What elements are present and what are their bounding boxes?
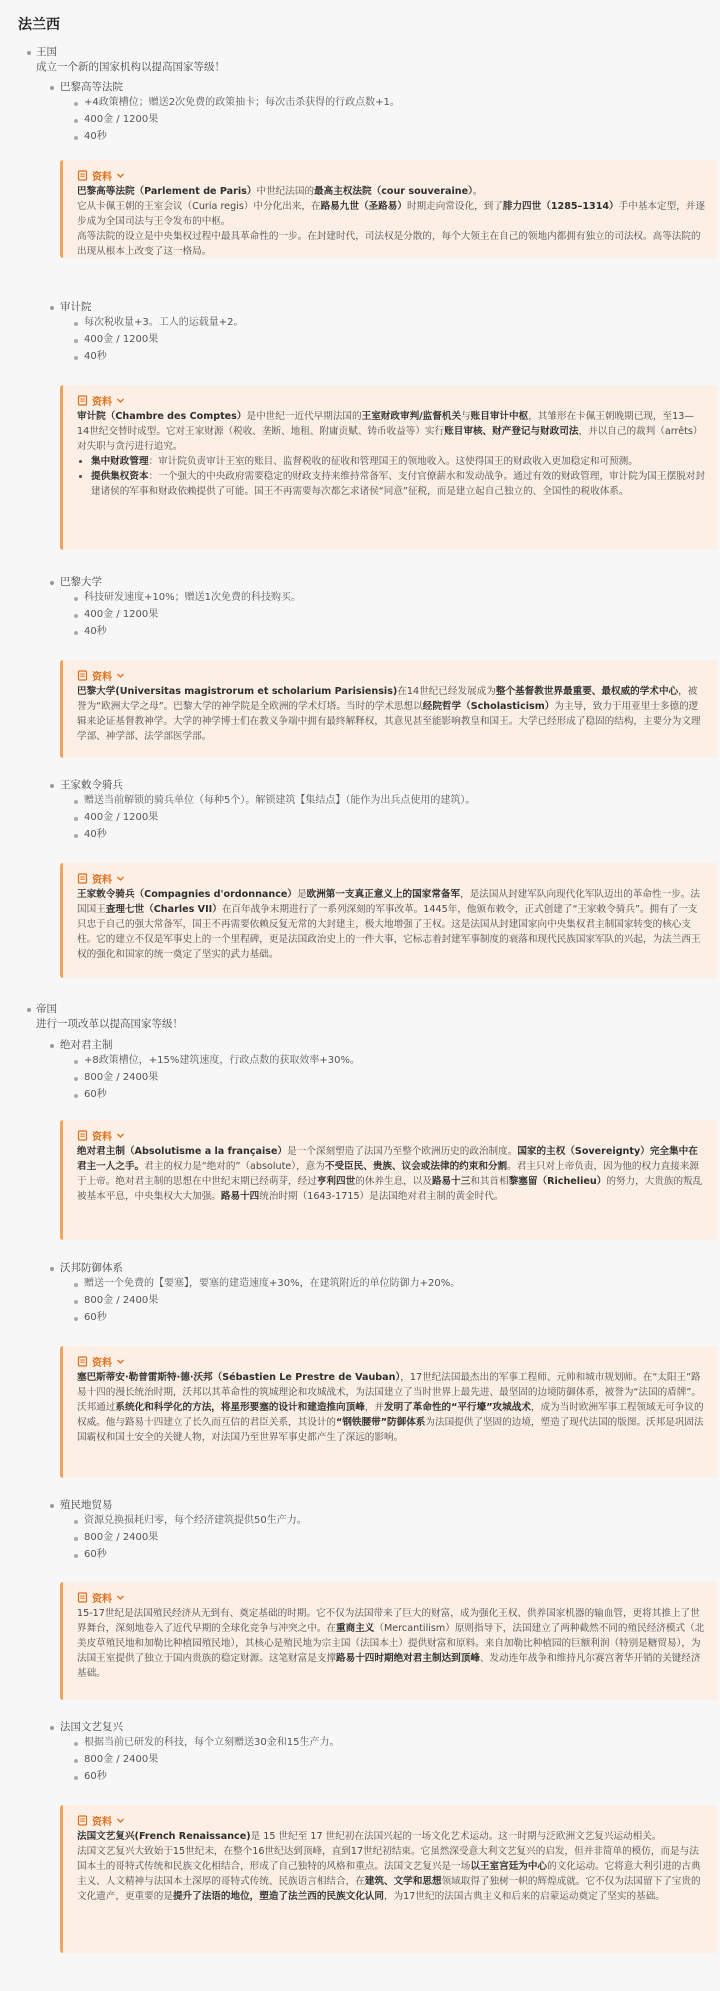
document-icon (77, 1815, 88, 1826)
callout-header[interactable] (77, 668, 706, 682)
reform-detail: +8政策槽位，+15%建筑速度，行政点数的获取效率+30%。 (84, 1055, 360, 1066)
page-title: 法兰西 (18, 17, 60, 33)
detail-bullet (74, 322, 78, 326)
reform-item-title: 巴黎高等法院 (60, 81, 123, 93)
reform-detail: 40秒 (84, 829, 107, 840)
reform-detail: 400金 / 1200果 (84, 114, 159, 125)
detail-bullet (74, 1759, 78, 1763)
item-bullet (50, 1726, 54, 1730)
callout-header[interactable] (77, 1128, 706, 1142)
reform-detail: 根据当前已研发的科技，每个立刻赠送30金和15生产力。 (84, 1737, 340, 1748)
detail-bullet (74, 1520, 78, 1524)
reform-item-title: 殖民地贸易 (60, 1499, 113, 1511)
callout-label: 资料 (92, 1131, 112, 1143)
detail-bullet (74, 614, 78, 618)
callout-label: 资料 (92, 1816, 112, 1828)
info-callout (60, 660, 718, 758)
detail-bullet (74, 1776, 78, 1780)
item-bullet (50, 784, 54, 788)
detail-bullet (74, 1060, 78, 1064)
info-callout (60, 1346, 718, 1478)
reform-detail: 40秒 (84, 131, 107, 142)
detail-bullet (74, 1094, 78, 1098)
callout-header[interactable] (77, 1813, 706, 1827)
detail-bullet (74, 800, 78, 804)
detail-bullet (74, 356, 78, 360)
reform-detail: 资源兑换损耗归零，每个经济建筑提供50生产力。 (84, 1515, 307, 1526)
callout-header[interactable] (77, 1590, 706, 1604)
document-icon (77, 395, 88, 406)
document-icon (77, 670, 88, 681)
item-bullet (50, 1267, 54, 1271)
callout-header[interactable] (77, 1354, 706, 1368)
reform-detail: +4政策槽位；赠送2次免费的政策抽卡；每次击杀获得的行政点数+1。 (84, 97, 400, 108)
reform-detail: 赠送一个免费的【要塞】，要塞的建造速度+30%，在建筑附近的单位防御力+20%。 (84, 1278, 461, 1289)
callout-body: 巴黎高等法院（Parlement de Paris）中世纪法国的最高主权法院（cour souveraine）。 它从卡佩王朝的王室会议（Curia regis）中分化出来，在路易九世（圣路易）时期走向常设化，到了腓力四世（1285–1314）手中基本定型，并逐步成为全国司法与王令发布的中枢。 高等法院的设立是中央集权过程中最具革命性的一步。在封建时代，司法权是分散的，每个大领主在自己的领地内都拥有独立的司法权。高等法院的出现从根本上改变了这一格局。 (77, 186, 705, 257)
reform-detail: 400金 / 1200果 (84, 334, 159, 345)
section-bullet (27, 51, 31, 55)
document-icon (77, 873, 88, 884)
chevron-down-icon[interactable] (116, 1131, 125, 1140)
detail-bullet (74, 631, 78, 635)
callout-body: 15-17世纪是法国殖民经济从无到有、奠定基础的时期。它不仅为法国带来了巨大的财富，成为强化王权、供养国家机器的输血管，更将其推上了世界舞台，深刻地卷入了近代早期的全球化竞争与冲突之中。在重商主义（Mercantilism）原则指导下，法国建立了两种截然不同的殖民经济模式（北美皮草殖民地和加勒比种植园殖民地），其核心是殖民地为宗主国（法国本土）提供财富和原料。来自加勒比种植园的巨额利润（特别是糖贸易），为法国王室提供了独立于国内贵族的稳定财源。这笔财富是支撑路易十四时期绝对君主制达到顶峰、发动连年战争和维持凡尔赛宫奢华开销的关键经济基础。 (77, 1608, 705, 1679)
callout-label: 资料 (92, 171, 112, 183)
callout-body: 审计院（Chambre des Comptes）是中世纪一近代早期法国的王室财政审判/监督机关与账目审计中枢，其雏形在卡佩王朝晚期已现，至13—14世纪交替时成型。它对王家财源（税收、垄断、地租、附庸贡赋、铸币收益等）实行账目审核、财产登记与财政司法，并以自己的裁判（arrêts）对失职与贪污进行追究。 • 集中财政管理：审计院负责审计王室的账目、监督税收的征收和管理国王的领地收入。这使得国王的财政收入更加稳定和可预测。 • 提供集权资本：一个强大的中央政府需要稳定的财政支持来维持常备军、支付官僚薪水和发动战争。通过有效的财政管理，审计院为国王摆脱对封建诸侯的军事和财政依赖提供了可能。国王不再需要每次都乞求诸侯“同意”征税，而是建立起自己独立的、全国性的税收体系。 (77, 409, 706, 499)
reform-detail: 科技研发速度+10%；赠送1次免费的科技购买。 (84, 592, 301, 603)
item-bullet (50, 581, 54, 585)
detail-bullet (74, 597, 78, 601)
chevron-down-icon[interactable] (116, 671, 125, 680)
reform-item-title: 王家敕令骑兵 (60, 779, 123, 791)
reform-detail: 赠送当前解锁的骑兵单位（每种5个）。解锁建筑【集结点】（能作为出兵点使用的建筑）。 (84, 795, 476, 806)
reform-item-title: 巴黎大学 (60, 576, 102, 588)
chevron-down-icon[interactable] (116, 171, 125, 180)
detail-bullet (74, 339, 78, 343)
reform-detail: 每次税收量+3。工人的运载量+2。 (84, 317, 244, 328)
detail-bullet (74, 1300, 78, 1304)
section-bullet (27, 1008, 31, 1012)
info-callout (60, 1805, 718, 1953)
reform-item-title: 沃邦防御体系 (60, 1262, 123, 1274)
detail-bullet (74, 119, 78, 123)
item-bullet (50, 1044, 54, 1048)
info-callout (60, 1120, 718, 1240)
reform-detail: 60秒 (84, 1771, 107, 1782)
reform-detail: 60秒 (84, 1549, 107, 1560)
callout-label: 资料 (92, 671, 112, 683)
document-icon (77, 1130, 88, 1141)
reform-detail: 800金 / 2400果 (84, 1295, 159, 1306)
chevron-down-icon[interactable] (116, 396, 125, 405)
reform-detail: 800金 / 2400果 (84, 1754, 159, 1765)
reform-item-title: 法国文艺复兴 (60, 1721, 123, 1733)
chevron-down-icon[interactable] (116, 1357, 125, 1366)
callout-body: 王家敕令骑兵（Compagnies d'ordonnance）是欧洲第一支真正意义上的国家常备军，是法国从封建军队向现代化军队迈出的革命性一步。法国国王查理七世（Charles VII）在百年战争末期进行了一系列深刻的军事改革。1445年，他颁布敕令，正式创建了“王家敕令骑兵”。拥有了一支只忠于自己的强大常备军，国王不再需要依赖反复无常的大封建主，极大地增强了王权。这是法国从封建国家向中央集权君主制国家转变的核心支柱。它的建立不仅是军事史上的一个里程碑，更是法国政治史上的一件大事，它标志着封建军事制度的衰落和现代民族国家军队的兴起，为法兰西王权的强化和国家的统一奠定了坚实的武力基础。 (77, 889, 701, 960)
item-bullet (50, 1504, 54, 1508)
item-bullet (50, 306, 54, 310)
callout-label: 资料 (92, 1357, 112, 1369)
info-callout (60, 863, 718, 978)
reform-detail: 60秒 (84, 1312, 107, 1323)
chevron-down-icon[interactable] (116, 1593, 125, 1602)
reform-detail: 800金 / 2400果 (84, 1532, 159, 1543)
detail-bullet (74, 1077, 78, 1081)
callout-header[interactable] (77, 871, 706, 885)
callout-header[interactable] (77, 393, 706, 407)
section-description: 进行一项改革以提高国家等级！ (36, 1018, 183, 1030)
info-callout (60, 1582, 718, 1700)
reform-detail: 40秒 (84, 626, 107, 637)
chevron-down-icon[interactable] (116, 874, 125, 883)
callout-body: 塞巴斯蒂安·勒普雷斯特·德·沃邦（Sébastien Le Prestre de Vauban），17世纪法国最杰出的军事工程师、元帅和城市规划师。在“太阳王”路易十四的漫长统治时期，沃邦以其革命性的筑城理论和攻城战术，为法国建立了当时世界上最先进、最坚固的边境防御体系，被誉为“法国的盾牌”。 沃邦通过系统化和科学化的方法，将星形要塞的设计和建造推向顶峰，并发明了革命性的“平行壕”攻城战术，成为当时欧洲军事工程领域无可争议的权威。他与路易十四建立了长久而互信的君臣关系，其设计的“钢铁腰带”防御体系为法国提供了坚固的边境，塑造了现代法国的版图。沃邦是巩固法国霸权和国土安全的关键人物，对法国乃至世界军事史都产生了深远的影响。 (77, 1372, 704, 1443)
callout-label: 资料 (92, 1593, 112, 1605)
detail-bullet (74, 1554, 78, 1558)
detail-bullet (74, 817, 78, 821)
detail-bullet (74, 1317, 78, 1321)
callout-body: 法国文艺复兴(French Renaissance)是 15 世纪至 17 世纪初在法国兴起的一场文化艺术运动。这一时期与泛欧洲文艺复兴运动相关。 法国文艺复兴大致始于15世纪末，在整个16世纪达到顶峰，直到17世纪初结束。它虽然深受意大利文艺复兴的启发，但并非简单的模仿，而是与法国本土的哥特式传统和民族文化相结合，形成了自己独特的风格和重点。法国文艺复兴是一场以王室宫廷为中心的文化运动。它将意大利引进的古典主义、人文精神与法国本土深厚的哥特式传统、民族语言相结合，在建筑、文学和思想领域取得了独树一帜的辉煌成就。它不仅为法国留下了宝贵的文化遗产，更重要的是提升了法语的地位，塑造了法兰西的民族文化认同，为17世纪的法国古典主义和后来的启蒙运动奠定了坚实的基础。 (77, 1831, 701, 1902)
info-callout (60, 160, 718, 258)
detail-bullet (74, 1537, 78, 1541)
document-icon (77, 1356, 88, 1367)
callout-header[interactable] (77, 168, 706, 182)
detail-bullet (74, 1742, 78, 1746)
callout-body: 巴黎大学(Universitas magistrorum et scholarium Parisiensis)在14世纪已经发展成为整个基督教世界最重要、最权威的学术中心，被誉为“欧洲大学之母”。巴黎大学的神学院是全欧洲的学术灯塔。当时的学术思想以经院哲学（Scholasticism）为主导，致力于用亚里士多德的逻辑来论证基督教神学。大学的神学博士们在教义争端中拥有最终解释权，其意见甚至能影响教皇和国王。大学已经形成了稳固的结构，主要分为文理学部、神学部、法学部医学部。 (77, 686, 701, 742)
reform-detail: 400金 / 1200果 (84, 609, 159, 620)
detail-bullet (74, 136, 78, 140)
reform-item-title: 绝对君主制 (60, 1039, 113, 1051)
section-title: 王国 (36, 46, 57, 58)
callout-body: 绝对君主制（Absolutisme a la française）是一个深刻塑造了法国乃至整个欧洲历史的政治制度。国家的主权（Sovereignty）完全集中在君主一人之手。君主的权力是“绝对的”（absolute），意为不受臣民、贵族、议会或法律的约束和分割。君主只对上帝负责，因为他的权力直接来源于上帝。绝对君主制的思想在中世纪末期已经萌芽，经过亨利四世的休养生息，以及路易十三和其首相黎塞留（Richelieu）的努力，大贵族的叛乱被基本平息，中央集权大大加强。路易十四统治时期（1643-1715）是法国绝对君主制的黄金时代。 (77, 1146, 703, 1202)
section-description: 成立一个新的国家机构以提高国家等级！ (36, 61, 225, 73)
reform-detail: 800金 / 2400果 (84, 1072, 159, 1083)
chevron-down-icon[interactable] (116, 1816, 125, 1825)
document-icon (77, 170, 88, 181)
reform-detail: 40秒 (84, 351, 107, 362)
callout-label: 资料 (92, 396, 112, 408)
callout-label: 资料 (92, 874, 112, 886)
reform-detail: 60秒 (84, 1089, 107, 1100)
section-title: 帝国 (36, 1003, 57, 1015)
document-icon (77, 1592, 88, 1603)
detail-bullet (74, 1283, 78, 1287)
reform-detail: 400金 / 1200果 (84, 812, 159, 823)
item-bullet (50, 86, 54, 90)
info-callout (60, 385, 718, 550)
detail-bullet (74, 102, 78, 106)
reform-item-title: 审计院 (60, 301, 92, 313)
detail-bullet (74, 834, 78, 838)
